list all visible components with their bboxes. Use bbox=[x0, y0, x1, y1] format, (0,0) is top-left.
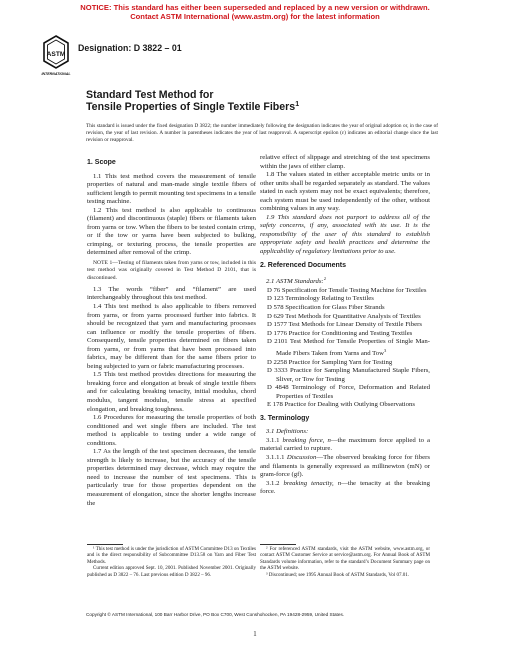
label-3-1-2: 3.1.2 bbox=[266, 479, 280, 487]
reference-d2101-text: D 2101 Test Method for Tensile Properties of Single Man-Made Fibers Taken from Yarns and Tow bbox=[267, 338, 430, 357]
footnote-rule-left bbox=[87, 544, 123, 545]
term-breaking-force: breaking force, n bbox=[282, 436, 331, 444]
footnote-3: ³ Discontinued; see 1995 Annual Book of ASTM Standards, Vol 07.01. bbox=[266, 571, 410, 578]
footnote-1b: Current edition approved Sept. 10, 2001. Published November 2001. Originally published as D 3822 – 76. Last previous edition D 3822 – 96. bbox=[87, 565, 256, 578]
note-1: NOTE 1—Testing of filaments taken from yarns or tow, included in this test method was originally covered in Test Method D 2101, that is discontinued. bbox=[87, 260, 256, 281]
paragraph-3-1-1 bbox=[260, 437, 430, 454]
left-column bbox=[87, 154, 256, 508]
definition-breaking-force: —the maximum force applied to a material carried to rupture. bbox=[260, 436, 430, 453]
discussion-text: —The observed breaking force for fibers and filaments is generally expressed as millinewton (mN) or gram-force (gf). bbox=[260, 453, 430, 479]
reference-item: D 123 Terminology Relating to Textiles bbox=[267, 295, 374, 303]
paragraph-3-1: 3.1 Definitions: bbox=[266, 428, 309, 436]
paragraph-1-3: 1.3 The words “fiber” and “filament” are used interchangeably throughout this test method. bbox=[87, 285, 256, 302]
right-column bbox=[260, 154, 430, 497]
footnote-rule-right bbox=[260, 544, 296, 545]
logo-text: ASTM bbox=[46, 51, 66, 58]
reference-item: D 4848 Terminology of Force, Deformation and Related Properties of Textiles bbox=[267, 384, 430, 400]
notice-line-1: NOTICE: This standard has either been superseded and replaced by a new version or withdrawn. bbox=[80, 3, 430, 12]
reference-item: D 76 Specification for Tensile Testing Machine for Textiles bbox=[267, 286, 427, 294]
astm-logo bbox=[41, 35, 71, 77]
reference-item: D 629 Test Methods for Quantitative Analysis of Textiles bbox=[267, 312, 421, 320]
paragraph-3-1-1-1 bbox=[260, 454, 430, 480]
section-heading-referenced-documents: 2. Referenced Documents bbox=[260, 261, 346, 269]
designation: Designation: D 3822 – 01 bbox=[78, 43, 182, 53]
paragraph-1-7: 1.7 As the length of the test specimen decreases, the tensile strength is likely to increase, but the accuracy of the tensile properties determined may decrease, which may require the need to increase the number of test specimens. This is particularly true for those properties dependent on the measurement of elongation, since the shorter lengths increase the bbox=[87, 448, 256, 507]
reference-item: E 178 Practice for Dealing with Outlying Observations bbox=[267, 401, 415, 409]
footnotes-right bbox=[260, 546, 430, 578]
paragraph-1-6: 1.6 Procedures for measuring the tensile properties of both conditioned and wet single fibers are included. The test method is applicable to testing under a wide range of conditions. bbox=[87, 414, 256, 447]
title-footnote-mark: 1 bbox=[295, 101, 300, 108]
reference-item: D 2258 Practice for Sampling Yarn for Testing bbox=[267, 358, 393, 366]
paragraph-3-1-2 bbox=[260, 480, 430, 497]
title-line-1: Standard Test Method for bbox=[86, 89, 214, 101]
section-heading-terminology: 3. Terminology bbox=[260, 414, 310, 422]
page-number: 1 bbox=[253, 631, 257, 638]
footnotes-left bbox=[87, 546, 256, 578]
reference-item-d2101 bbox=[260, 338, 430, 358]
label-3-1-1-1: 3.1.1.1 bbox=[266, 453, 285, 461]
copyright-line: Copyright © ASTM International, 100 Barr Harbor Drive, PO Box C700, West Conshohocken, PA 19428-2959, United States. bbox=[86, 612, 345, 617]
paragraph-1-2: 1.2 This test method is also applicable to continuous (filament) and discontinuous (staple) fibers or filaments taken from yarns or tow. When the fibers to be tested contain crimp, or if the tow or yarns have been subjected to bulking, crimping, or texturing process, the tensile properties are determined after removal of the crimp. bbox=[87, 206, 256, 257]
paragraph-1-8: 1.8 The values stated in either acceptable metric units or in other units shall be regarded separately as standard. The values stated in each system may not be exact equivalents; therefore, each system must be used independently of the other, without combining values in any way. bbox=[260, 171, 430, 213]
reference-item: D 1776 Practice for Conditioning and Testing Textiles bbox=[267, 329, 413, 337]
paragraph-1-7-continued: relative effect of slippage and stretching of the test specimens within the jaws of either clamp. bbox=[260, 154, 430, 170]
footnote-2: ² For referenced ASTM standards, visit the ASTM website, www.astm.org, or contact ASTM Customer Service at service@astm.org. For Annual Book of ASTM Standards volume information, refer to the standard’s Document Summary page on the ASTM website. bbox=[260, 546, 430, 571]
reference-item: D 3333 Practice for Sampling Manufactured Staple Fibers, Sliver, or Tow for Testing bbox=[267, 367, 430, 383]
discussion-label: Discussion bbox=[286, 453, 317, 461]
title-line-2 bbox=[86, 101, 299, 113]
paragraph-1-1: 1.1 This test method covers the measurement of tensile properties of natural and man-made single textile fibers of sufficient length to permit mounting test specimens in a tensile testing machine. bbox=[87, 172, 256, 206]
paragraph-1-5: 1.5 This test method provides directions for measuring the breaking force and elongation at break of single textile fibers and for calculating breaking tenacity, initial modulus, chord modulus, tangent modulus, tensile stress at specified elongation, and breaking toughness. bbox=[87, 371, 256, 413]
section-heading-scope: 1. Scope bbox=[87, 159, 116, 166]
astm-standards-label: 2.1 ASTM Standards: bbox=[266, 278, 324, 286]
document-title bbox=[86, 89, 299, 113]
paragraph-1-4: 1.4 This test method is also applicable to fibers removed from yarns, or from yarns processed further into fabrics. It should be recognized that yarn and manufacturing processes can influence or modify the tensile properties of fibers. Consequently, tensile properties determined on fibers taken from yarns, or from yarns that have been processed into fabrics, may be different than for the same fibers prior to being subjected to yarn or fabric manufacturing processes. bbox=[87, 303, 256, 370]
label-3-1-1: 3.1.1 bbox=[266, 436, 280, 444]
definition-breaking-tenacity: —the tenacity at the breaking force. bbox=[260, 479, 430, 496]
footnote-mark-3: 3 bbox=[383, 347, 387, 353]
footnote-mark-2: 2 bbox=[323, 276, 326, 282]
logo-subtext: INTERNATIONAL bbox=[41, 72, 71, 76]
withdrawal-notice bbox=[0, 3, 510, 22]
issuance-statement: This standard is issued under the fixed designation D 3822; the number immediately following the designation indicates the year of original adoption or, in the case of revision, the year of last revision. A number in parentheses indicates the year of last reapproval. A superscript epsilon (ε) indicates an editorial change since the last revision or reapproval. bbox=[86, 123, 438, 143]
paragraph-2-1 bbox=[260, 275, 430, 287]
paragraph-1-9: 1.9 This standard does not purport to address all of the safety concerns, if any, associated with its use. It is the responsibility of the user of this standard to establish appropriate safety and health practices and determine the applicability of regulatory limitations prior to use. bbox=[260, 213, 430, 256]
footnote-1a: ¹ This test method is under the jurisdiction of ASTM Committee D13 on Textiles and is the direct responsibility of Subcommittee D13.58 on Yarn and Fiber Test Methods. bbox=[87, 546, 256, 565]
title-main: Tensile Properties of Single Textile Fibers bbox=[86, 101, 296, 113]
notice-line-2: Contact ASTM International (www.astm.org) for the latest information bbox=[130, 12, 380, 22]
reference-item: D 578 Specification for Glass Fiber Strands bbox=[267, 303, 385, 311]
reference-item: D 1577 Test Methods for Linear Density of Textile Fibers bbox=[267, 321, 422, 329]
term-breaking-tenacity: breaking tenacity, n bbox=[283, 479, 342, 487]
